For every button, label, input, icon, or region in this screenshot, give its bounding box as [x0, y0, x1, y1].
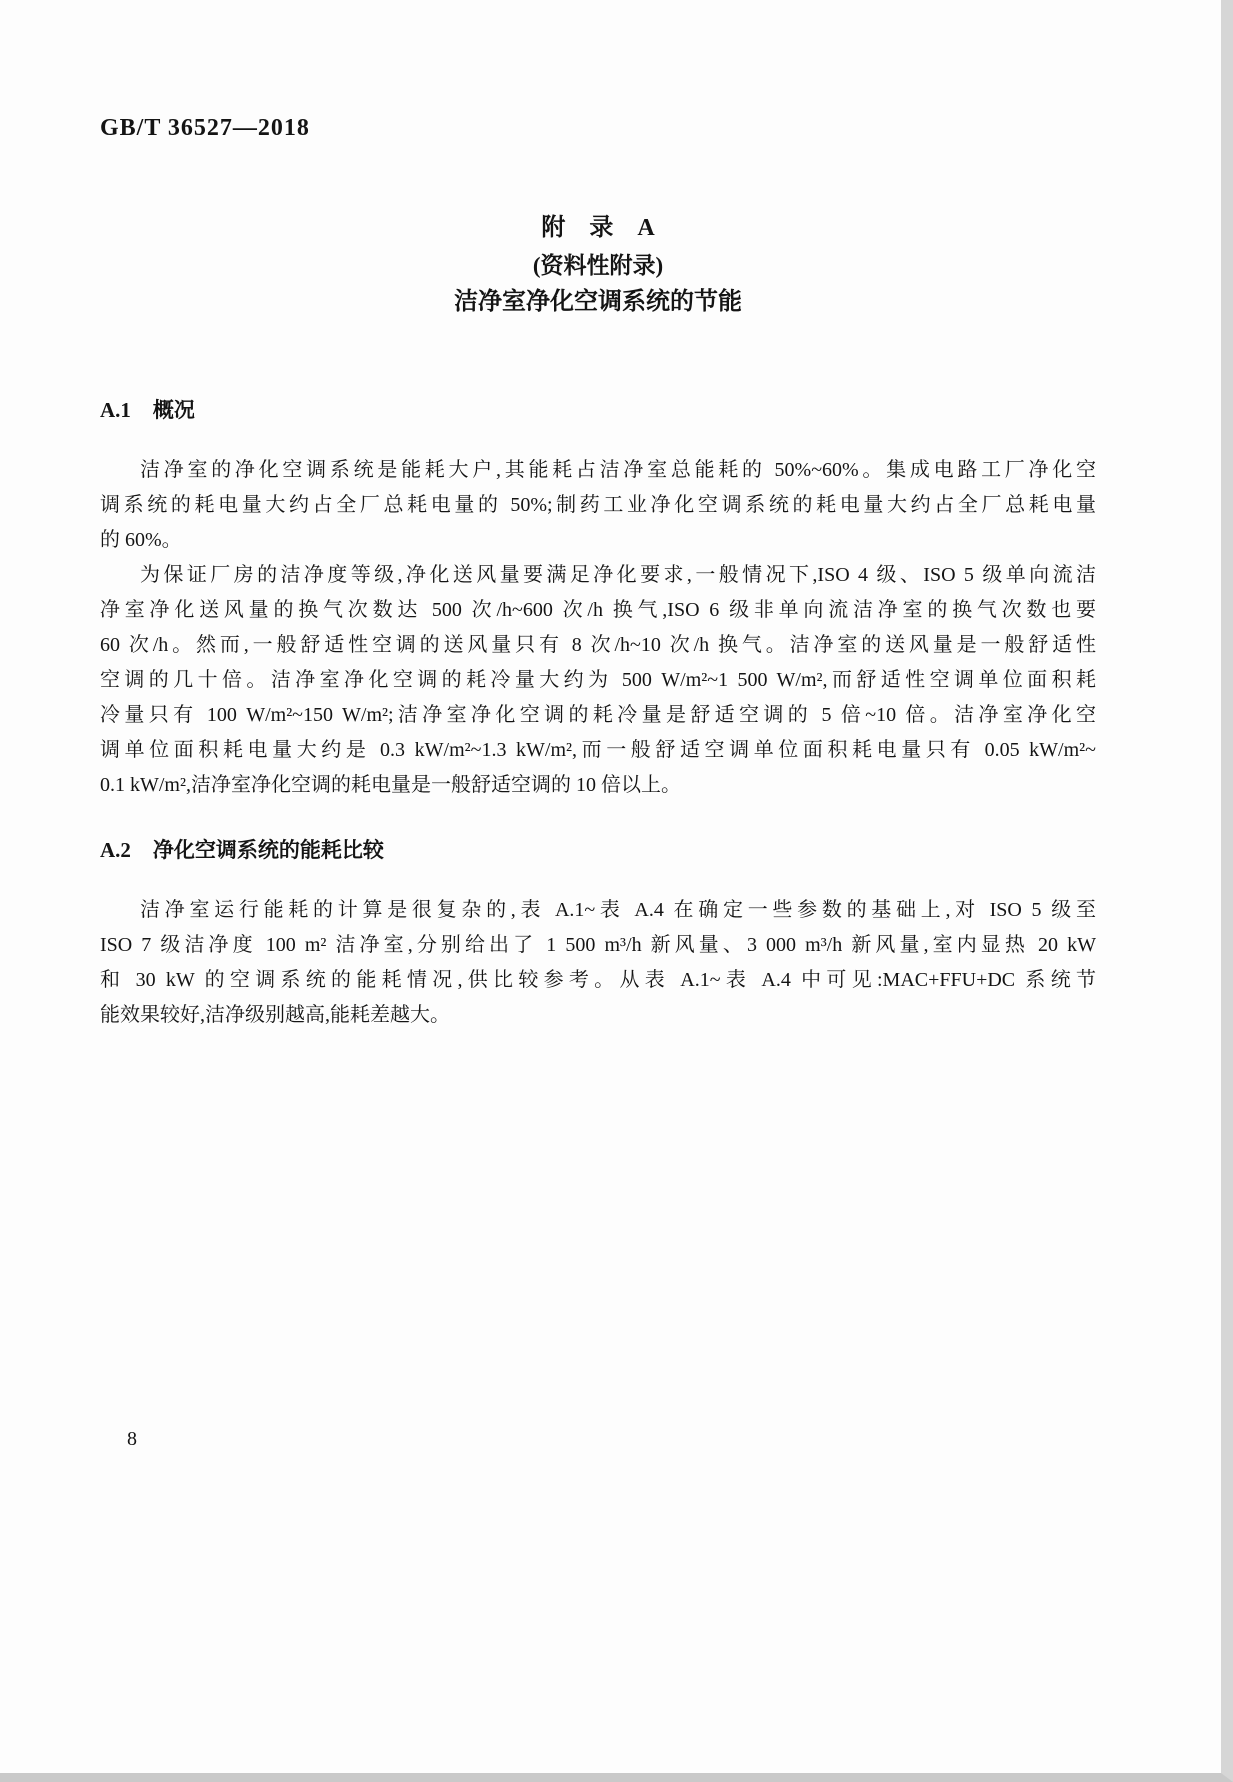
- text-line: 60 次/h。然而,一般舒适性空调的送风量只有 8 次/h~10 次/h 换气。洁净室的送风量是一般舒适性: [100, 634, 1096, 656]
- text-line: 冷量只有 100 W/m²~150 W/m²;洁净室净化空调的耗冷量是舒适空调的 5 倍~10 倍。洁净室净化空: [100, 704, 1096, 726]
- standard-number-header: GB/T 36527—2018: [100, 115, 310, 141]
- text-line: 洁净室的净化空调系统是能耗大户,其能耗占洁净室总能耗的 50%~60%。集成电路工厂净化空: [140, 459, 1096, 481]
- section-title: 净化空调系统的能耗比较: [152, 838, 384, 862]
- text-line: 0.1 kW/m²,洁净室净化空调的耗电量是一般舒适空调的 10 倍以上。: [100, 774, 681, 796]
- text-line: 调系统的耗电量大约占全厂总耗电量的 50%;制药工业净化空调系统的耗电量大约占全厂总耗电量: [100, 494, 1096, 516]
- text-line: 空调的几十倍。洁净室净化空调的耗冷量大约为 500 W/m²~1 500 W/m²,而舒适性空调单位面积耗: [100, 669, 1096, 691]
- appendix-subtitle: (资料性附录): [532, 253, 664, 278]
- paragraph: [100, 893, 1096, 1033]
- paragraph: [100, 453, 1096, 558]
- text-line: ISO 7 级洁净度 100 m² 洁净室,分别给出了 1 500 m³/h 新风量、3 000 m³/h 新风量,室内显热 20 kW: [100, 934, 1096, 956]
- section-heading-a2: [100, 836, 1096, 864]
- text-line: 和 30 kW 的空调系统的能耗情况,供比较参考。从表 A.1~表 A.4 中可见:MAC+FFU+DC 系统节: [100, 969, 1096, 991]
- section-heading-a1: [100, 396, 1096, 424]
- text-line: 净室净化送风量的换气次数达 500 次/h~600 次/h 换气,ISO 6 级非单向流洁净室的换气次数也要: [100, 599, 1096, 621]
- appendix-label: 附 录 A: [541, 215, 655, 241]
- text-line: 调单位面积耗电量大约是 0.3 kW/m²~1.3 kW/m²,而一般舒适空调单位面积耗电量只有 0.05 kW/m²~: [100, 739, 1096, 761]
- section-number: A.2: [100, 838, 131, 862]
- text-line: 能效果较好,洁净级别越高,能耗差越大。: [100, 1004, 450, 1026]
- text-line: 的 60%。: [100, 529, 182, 551]
- page-number: 8: [127, 1428, 137, 1450]
- section-title: 概况: [152, 398, 195, 422]
- appendix-heading-block: [100, 210, 1096, 321]
- section-number: A.1: [100, 398, 131, 422]
- text-line: 洁净室运行能耗的计算是很复杂的,表 A.1~表 A.4 在确定一些参数的基础上,对 ISO 5 级至: [140, 899, 1096, 921]
- text-line: 为保证厂房的洁净度等级,净化送风量要满足净化要求,一般情况下,ISO 4 级、ISO 5 级单向流洁: [140, 564, 1096, 586]
- page-content: [100, 0, 1096, 1452]
- appendix-title: 洁净室净化空调系统的节能: [454, 289, 742, 315]
- paragraph: [100, 558, 1096, 803]
